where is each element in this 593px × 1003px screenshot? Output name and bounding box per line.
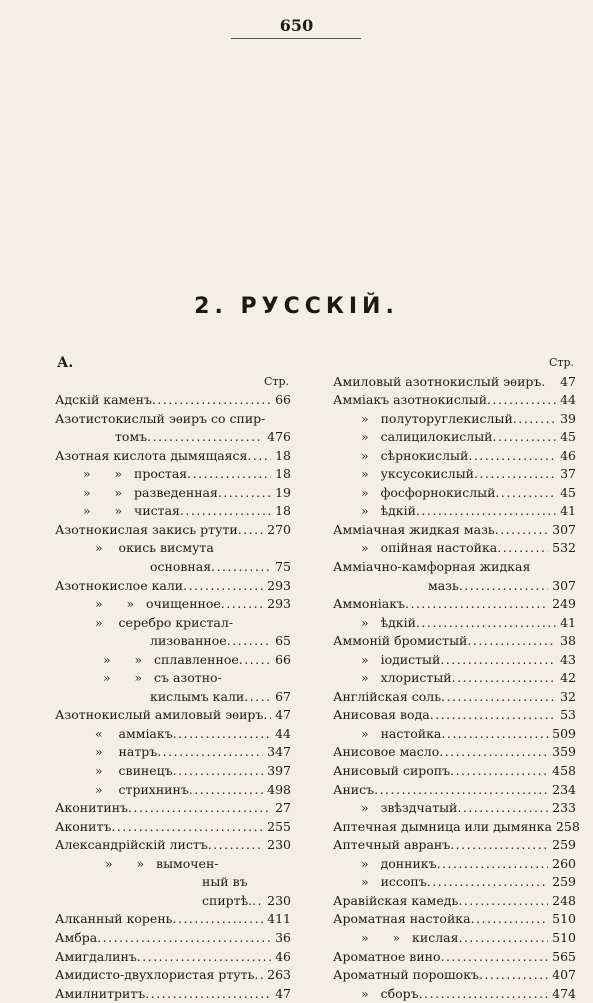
entry-term: » сборъ bbox=[361, 985, 419, 1001]
index-entry bbox=[333, 743, 576, 762]
entry-page: 259 bbox=[552, 874, 576, 890]
dot-leader bbox=[440, 651, 556, 670]
index-entry bbox=[333, 910, 576, 929]
index-entry bbox=[333, 577, 576, 596]
dot-leader bbox=[452, 669, 556, 688]
index-entry bbox=[333, 614, 576, 633]
entry-term: Аконитинъ bbox=[55, 800, 128, 816]
index-entry bbox=[55, 929, 291, 948]
index-entry bbox=[333, 836, 576, 855]
dot-leader bbox=[441, 948, 549, 967]
dot-leader bbox=[495, 521, 548, 540]
index-entry bbox=[55, 595, 291, 614]
entry-term: » фосфорнокислый bbox=[361, 484, 496, 500]
entry-page: 249 bbox=[552, 596, 576, 612]
entry-term: » донникъ bbox=[361, 855, 437, 871]
dot-leader bbox=[416, 614, 556, 633]
dot-leader bbox=[439, 743, 548, 762]
entry-page: 18 bbox=[275, 503, 291, 519]
entry-page: 19 bbox=[275, 484, 291, 500]
index-entry bbox=[333, 447, 576, 466]
entry-term: » » очищенное bbox=[95, 596, 221, 612]
entry-page: 46 bbox=[275, 948, 291, 964]
index-entry bbox=[55, 781, 291, 800]
dot-leader bbox=[152, 391, 271, 410]
index-entry bbox=[333, 521, 576, 540]
entry-term: Александрійскій листъ bbox=[55, 837, 208, 853]
index-entry bbox=[55, 391, 291, 410]
entry-term: Аконитъ bbox=[55, 818, 112, 834]
entry-term: » звѣздчатый bbox=[361, 800, 458, 816]
dot-leader bbox=[427, 873, 548, 892]
dot-leader bbox=[263, 706, 271, 725]
index-entry bbox=[55, 966, 291, 985]
entry-term: » стрихнинъ bbox=[95, 781, 189, 797]
entry-page: 510 bbox=[552, 929, 576, 945]
entry-term: Аммiачно-камфорная жидкая bbox=[333, 559, 531, 575]
bleed-through-text bbox=[292, 60, 562, 79]
dot-leader bbox=[157, 743, 263, 762]
dot-leader bbox=[441, 725, 548, 744]
entry-page: 474 bbox=[552, 985, 576, 1001]
header-rule bbox=[231, 38, 361, 39]
entry-page: 39 bbox=[560, 410, 576, 426]
dot-leader bbox=[180, 502, 271, 521]
entry-page: 18 bbox=[275, 447, 291, 463]
entry-term: » » сплавленное bbox=[103, 651, 239, 667]
entry-term: » серебро кристал- bbox=[95, 614, 234, 630]
dot-leader bbox=[238, 521, 263, 540]
index-entry bbox=[333, 651, 576, 670]
dot-leader bbox=[252, 892, 263, 911]
entry-page: 293 bbox=[267, 577, 291, 593]
entry-page: 510 bbox=[552, 911, 576, 927]
index-entry bbox=[333, 818, 580, 837]
dot-leader bbox=[208, 836, 263, 855]
index-entry bbox=[55, 632, 291, 651]
index-entry bbox=[333, 892, 576, 911]
dot-leader bbox=[493, 428, 557, 447]
entry-page: 45 bbox=[560, 484, 576, 500]
entry-term: » ѣдкій bbox=[361, 614, 416, 630]
entry-page: 44 bbox=[560, 392, 576, 408]
entry-term: Аммоній бромистый bbox=[333, 633, 468, 649]
entry-page: 47 bbox=[275, 707, 291, 723]
section-title: 2. РУССКІЙ. bbox=[194, 294, 399, 319]
index-entry bbox=[333, 762, 576, 781]
entry-term: Амигдалинъ bbox=[55, 948, 137, 964]
left-entry-list bbox=[55, 391, 291, 1003]
page-number: 650 bbox=[279, 16, 314, 35]
index-entry bbox=[333, 725, 576, 744]
entry-term: » » чистая bbox=[83, 503, 180, 519]
dot-leader bbox=[247, 447, 271, 466]
entry-term: » ѣдкій bbox=[361, 503, 416, 519]
section-letter: А. bbox=[57, 355, 74, 371]
entry-page: 46 bbox=[560, 447, 576, 463]
entry-term: » натръ bbox=[95, 744, 158, 760]
entry-term: « аммiакъ bbox=[95, 725, 173, 741]
entry-term: » окись висмута bbox=[95, 540, 214, 556]
index-entry bbox=[55, 558, 291, 577]
entry-term: спиртѣ. bbox=[202, 892, 253, 908]
dot-leader bbox=[147, 428, 263, 447]
entry-term: Аммiачная жидкая мазь bbox=[333, 521, 495, 537]
index-entry bbox=[55, 614, 291, 633]
dot-leader bbox=[172, 910, 263, 929]
entry-term: кислымъ кали bbox=[150, 688, 245, 704]
dot-leader bbox=[487, 391, 556, 410]
dot-leader bbox=[111, 818, 263, 837]
index-entry bbox=[55, 910, 291, 929]
entry-term: » » съ азотно- bbox=[103, 670, 222, 686]
entry-term: » опiйная настойка bbox=[361, 540, 498, 556]
entry-term: » салицилокислый bbox=[361, 429, 493, 445]
index-entry bbox=[333, 873, 576, 892]
index-entry bbox=[333, 595, 576, 614]
entry-term: Ароматная настойка bbox=[333, 911, 471, 927]
dot-leader bbox=[128, 799, 271, 818]
entry-page: 263 bbox=[267, 967, 291, 983]
entry-page: 67 bbox=[275, 688, 291, 704]
dot-leader bbox=[479, 966, 548, 985]
index-entry bbox=[55, 725, 291, 744]
entry-page: 41 bbox=[560, 614, 576, 630]
entry-page: 476 bbox=[267, 429, 291, 445]
entry-term: Аммонiакъ bbox=[333, 596, 405, 612]
entry-page: 42 bbox=[560, 670, 576, 686]
left-column bbox=[55, 354, 291, 1003]
entry-term: » хлористый bbox=[361, 670, 452, 686]
dot-leader bbox=[513, 410, 556, 429]
entry-term: ный въ bbox=[202, 874, 248, 890]
entry-page: 47 bbox=[275, 985, 291, 1001]
index-entry bbox=[333, 632, 576, 651]
entry-page: 45 bbox=[560, 429, 576, 445]
entry-term: Англійская соль bbox=[333, 688, 442, 704]
index-entry bbox=[333, 985, 576, 1003]
index-entry bbox=[55, 484, 291, 503]
index-entry bbox=[55, 577, 291, 596]
entry-page: 509 bbox=[552, 725, 576, 741]
index-entry bbox=[333, 465, 576, 484]
index-entry bbox=[333, 391, 576, 410]
dot-leader bbox=[211, 558, 271, 577]
dot-leader bbox=[254, 966, 263, 985]
entry-page: 38 bbox=[560, 633, 576, 649]
entry-term: » » разведенная bbox=[83, 484, 218, 500]
index-entry bbox=[55, 688, 291, 707]
index-entry bbox=[333, 539, 576, 558]
entry-page: 66 bbox=[275, 392, 291, 408]
dot-leader bbox=[218, 484, 271, 503]
index-entry bbox=[333, 706, 576, 725]
dot-leader bbox=[173, 762, 264, 781]
dot-leader bbox=[495, 484, 556, 503]
entry-term: Аптечная дымница или дымянка bbox=[333, 818, 552, 834]
dot-leader bbox=[441, 688, 556, 707]
index-entry bbox=[55, 985, 291, 1003]
index-entry bbox=[55, 892, 291, 911]
dot-leader bbox=[471, 910, 549, 929]
page-column-header: Стр. bbox=[263, 374, 289, 388]
dot-leader bbox=[221, 595, 263, 614]
entry-page: 532 bbox=[552, 540, 576, 556]
dot-leader bbox=[468, 447, 556, 466]
entry-page: 270 bbox=[267, 521, 291, 537]
entry-term: Амиловый азотнокислый эѳиръ. bbox=[333, 373, 546, 389]
index-entry bbox=[55, 948, 291, 967]
entry-page: 37 bbox=[560, 466, 576, 482]
index-entry bbox=[333, 669, 576, 688]
entry-term: Азотнокислая закись ртути bbox=[55, 521, 238, 537]
dot-leader bbox=[474, 465, 556, 484]
entry-page: 32 bbox=[560, 688, 576, 704]
dot-leader bbox=[467, 632, 556, 651]
entry-term: » сѣрнокислый bbox=[361, 447, 469, 463]
right-entry-list bbox=[333, 373, 580, 1003]
entry-page: 230 bbox=[267, 837, 291, 853]
index-entry bbox=[55, 762, 291, 781]
entry-term: » iодистый bbox=[361, 651, 441, 667]
index-entry bbox=[333, 410, 576, 429]
index-entry bbox=[333, 781, 576, 800]
entry-page: 307 bbox=[552, 521, 576, 537]
entry-term: Азотистокислый эѳиръ со спир- bbox=[55, 410, 266, 426]
entry-page: 41 bbox=[560, 503, 576, 519]
dot-leader bbox=[450, 762, 548, 781]
index-entry bbox=[55, 855, 291, 874]
dot-leader bbox=[145, 985, 271, 1003]
index-entry bbox=[55, 836, 291, 855]
entry-term: Азотнокислый амиловый эѳиръ bbox=[55, 707, 264, 723]
entry-page: 36 bbox=[275, 929, 291, 945]
entry-page: 293 bbox=[267, 596, 291, 612]
entry-term: Алканный корень bbox=[55, 911, 173, 927]
dot-leader bbox=[239, 651, 271, 670]
index-entry bbox=[333, 948, 576, 967]
index-entry bbox=[55, 410, 291, 429]
entry-page: 397 bbox=[267, 763, 291, 779]
dot-leader bbox=[405, 595, 548, 614]
index-entry bbox=[333, 558, 576, 577]
index-entry bbox=[55, 651, 291, 670]
dot-leader bbox=[374, 781, 548, 800]
entry-term: Адскій каменъ bbox=[55, 392, 152, 408]
entry-page: 230 bbox=[267, 892, 291, 908]
entry-term: Азотная кислота дымящаяся bbox=[55, 447, 248, 463]
entry-term: » уксусокислый bbox=[361, 466, 474, 482]
entry-term: Амидисто-двухлористая ртуть bbox=[55, 967, 255, 983]
dot-leader bbox=[459, 577, 548, 596]
entry-page: 258 bbox=[555, 818, 580, 834]
dot-leader bbox=[416, 502, 556, 521]
entry-page: 75 bbox=[275, 559, 291, 575]
entry-page: 359 bbox=[552, 744, 576, 760]
entry-term: Амбра bbox=[55, 929, 98, 945]
dot-leader bbox=[244, 688, 271, 707]
dot-leader bbox=[187, 465, 271, 484]
dot-leader bbox=[97, 929, 271, 948]
index-entry bbox=[333, 484, 576, 503]
dot-leader bbox=[458, 929, 548, 948]
entry-page: 44 bbox=[275, 725, 291, 741]
entry-term: Аравійская камедь bbox=[333, 892, 459, 908]
dot-leader bbox=[189, 781, 263, 800]
entry-page: 498 bbox=[267, 781, 291, 797]
entry-page: 347 bbox=[267, 744, 291, 760]
entry-term: » » вымочен- bbox=[105, 855, 219, 871]
index-entry bbox=[333, 428, 576, 447]
page-column-header: Стр. bbox=[548, 356, 574, 369]
index-entry bbox=[55, 873, 291, 892]
entry-term: Амилнитритъ bbox=[55, 985, 146, 1001]
entry-page: 66 bbox=[275, 651, 291, 667]
index-entry bbox=[55, 521, 291, 540]
bleed-line bbox=[292, 60, 562, 79]
dot-leader bbox=[457, 799, 548, 818]
entry-term: » » простая bbox=[83, 466, 188, 482]
index-entry bbox=[55, 669, 291, 688]
entry-page: 43 bbox=[560, 651, 576, 667]
entry-term: томъ bbox=[115, 429, 148, 445]
index-entry bbox=[55, 428, 291, 447]
entry-page: 411 bbox=[267, 911, 291, 927]
entry-term: основная bbox=[150, 559, 212, 575]
dot-leader bbox=[173, 725, 271, 744]
dot-leader bbox=[137, 948, 271, 967]
entry-page: 234 bbox=[552, 781, 576, 797]
entry-page: 27 bbox=[275, 800, 291, 816]
entry-page: 18 bbox=[275, 466, 291, 482]
index-entry bbox=[55, 743, 291, 762]
entry-term: » полуторуглекислый bbox=[361, 410, 513, 426]
dot-leader bbox=[497, 539, 548, 558]
entry-term: Аптечный авранъ bbox=[333, 837, 451, 853]
index-entry bbox=[55, 447, 291, 466]
entry-page: 565 bbox=[552, 948, 576, 964]
dot-leader bbox=[183, 577, 263, 596]
index-entry bbox=[55, 539, 291, 558]
entry-page: 259 bbox=[552, 837, 576, 853]
index-entry bbox=[55, 465, 291, 484]
dot-leader bbox=[419, 985, 549, 1003]
entry-term: Анисовое масло bbox=[333, 744, 440, 760]
entry-term: Анисъ bbox=[333, 781, 375, 797]
dot-leader bbox=[430, 706, 556, 725]
entry-term: » настойка bbox=[361, 725, 442, 741]
entry-term: Ароматный порошокъ bbox=[333, 967, 479, 983]
index-entry bbox=[333, 966, 576, 985]
entry-page: 307 bbox=[552, 577, 576, 593]
index-entry bbox=[333, 502, 576, 521]
index-entry bbox=[333, 855, 576, 874]
index-entry bbox=[55, 818, 291, 837]
entry-term: Анисовый сиропъ bbox=[333, 763, 451, 779]
index-entry bbox=[55, 706, 291, 725]
entry-page: 65 bbox=[275, 633, 291, 649]
dot-leader bbox=[227, 632, 271, 651]
entry-term: лизованное bbox=[150, 633, 227, 649]
entry-page: 233 bbox=[552, 800, 576, 816]
right-column bbox=[333, 354, 580, 1003]
dot-leader bbox=[437, 855, 549, 874]
dot-leader bbox=[450, 836, 548, 855]
index-entry bbox=[333, 688, 576, 707]
entry-page: 407 bbox=[552, 967, 576, 983]
index-entry bbox=[333, 373, 576, 392]
entry-term: » » кислая bbox=[361, 929, 459, 945]
index-entry bbox=[55, 799, 291, 818]
entry-term: мазь bbox=[428, 577, 459, 593]
index-entry bbox=[55, 502, 291, 521]
index-entry bbox=[333, 929, 576, 948]
entry-page: 458 bbox=[552, 763, 576, 779]
entry-term: Аммiакъ азотнокислый bbox=[333, 392, 488, 408]
entry-page: 47 bbox=[560, 373, 576, 389]
entry-page: 248 bbox=[552, 892, 576, 908]
entry-page: 53 bbox=[560, 707, 576, 723]
entry-term: » свинецъ bbox=[95, 763, 173, 779]
index-entry bbox=[333, 799, 576, 818]
dot-leader bbox=[458, 892, 548, 911]
entry-page: 260 bbox=[552, 855, 576, 871]
entry-term: Анисовая вода bbox=[333, 707, 430, 723]
entry-page: 255 bbox=[267, 818, 291, 834]
entry-term: Ароматное вино bbox=[333, 948, 441, 964]
entry-term: Азотнокислое кали bbox=[55, 577, 184, 593]
entry-term: » иссопъ bbox=[361, 874, 427, 890]
